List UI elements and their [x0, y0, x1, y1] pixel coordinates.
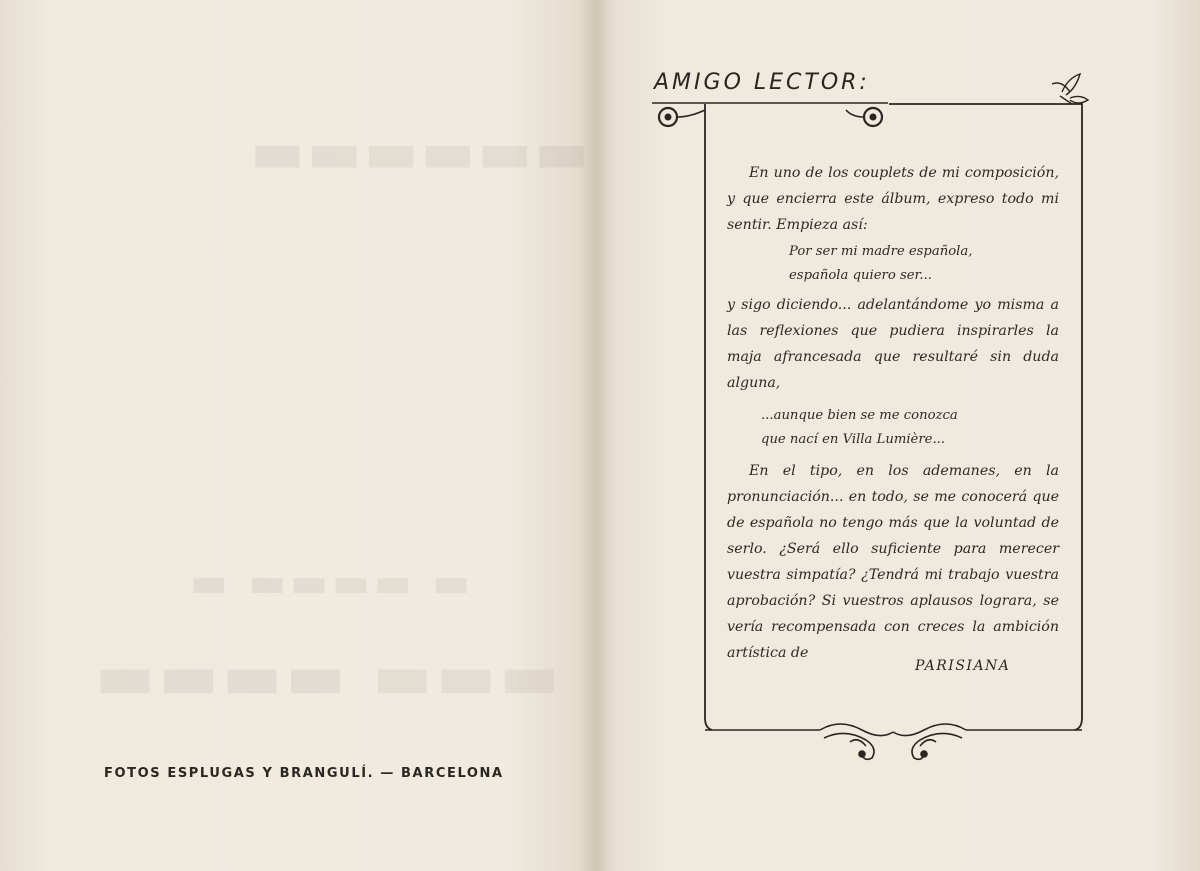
verse-1-line-2: española quiero ser...	[789, 268, 932, 283]
verse-2-line-2: que nací en Villa Lumière...	[761, 432, 946, 447]
show-through-logo: ▬▬▬▬ ▬▬▬	[95, 640, 563, 714]
right-scroll-ornament	[846, 108, 882, 126]
signature: PARISIANA	[915, 658, 1011, 674]
letter-body	[727, 160, 1059, 666]
verse-2-line-1: ...aunque bien se me conozca	[761, 408, 958, 423]
photo-credit: FOTOS ESPLUGAS Y BRANGULÍ. — BARCELONA	[104, 766, 504, 781]
show-through-text: ▬ ▬▬▬▬ ▬	[190, 560, 475, 606]
page-heading: AMIGO LECTOR:	[654, 70, 870, 95]
verse-1	[727, 240, 1059, 288]
paragraph-2: y sigo diciendo... adelantándome yo misma a las reflexiones que pudiera inspirarles la maja afrancesada que resultaré sin duda alguna,	[727, 297, 1059, 391]
left-scroll-ornament	[659, 108, 705, 126]
verse-1-line-1: Por ser mi madre española,	[789, 244, 973, 259]
frame-left-line	[705, 104, 712, 730]
paragraph-3: En el tipo, en los ademanes, en la pronunciación... en todo, se me conocerá que de española no tengo más que la voluntad de serlo. ¿Será ello suficiente para merecer vuestra simpatía? ¿Tendrá mi trabajo vuestra aprobación? Si vuestros aplausos lograra, se vería recompensada con creces la ambición artística de	[727, 463, 1059, 661]
show-through-title: ▬▬▬▬▬▬	[250, 118, 591, 186]
paragraph-1: En uno de los couplets de mi composición, y que encierra este álbum, expreso todo mi sentir. Empieza así:	[727, 165, 1059, 233]
verse-2	[727, 404, 1059, 452]
bottom-flourish	[820, 724, 966, 759]
leaf-ornament	[1052, 74, 1088, 104]
